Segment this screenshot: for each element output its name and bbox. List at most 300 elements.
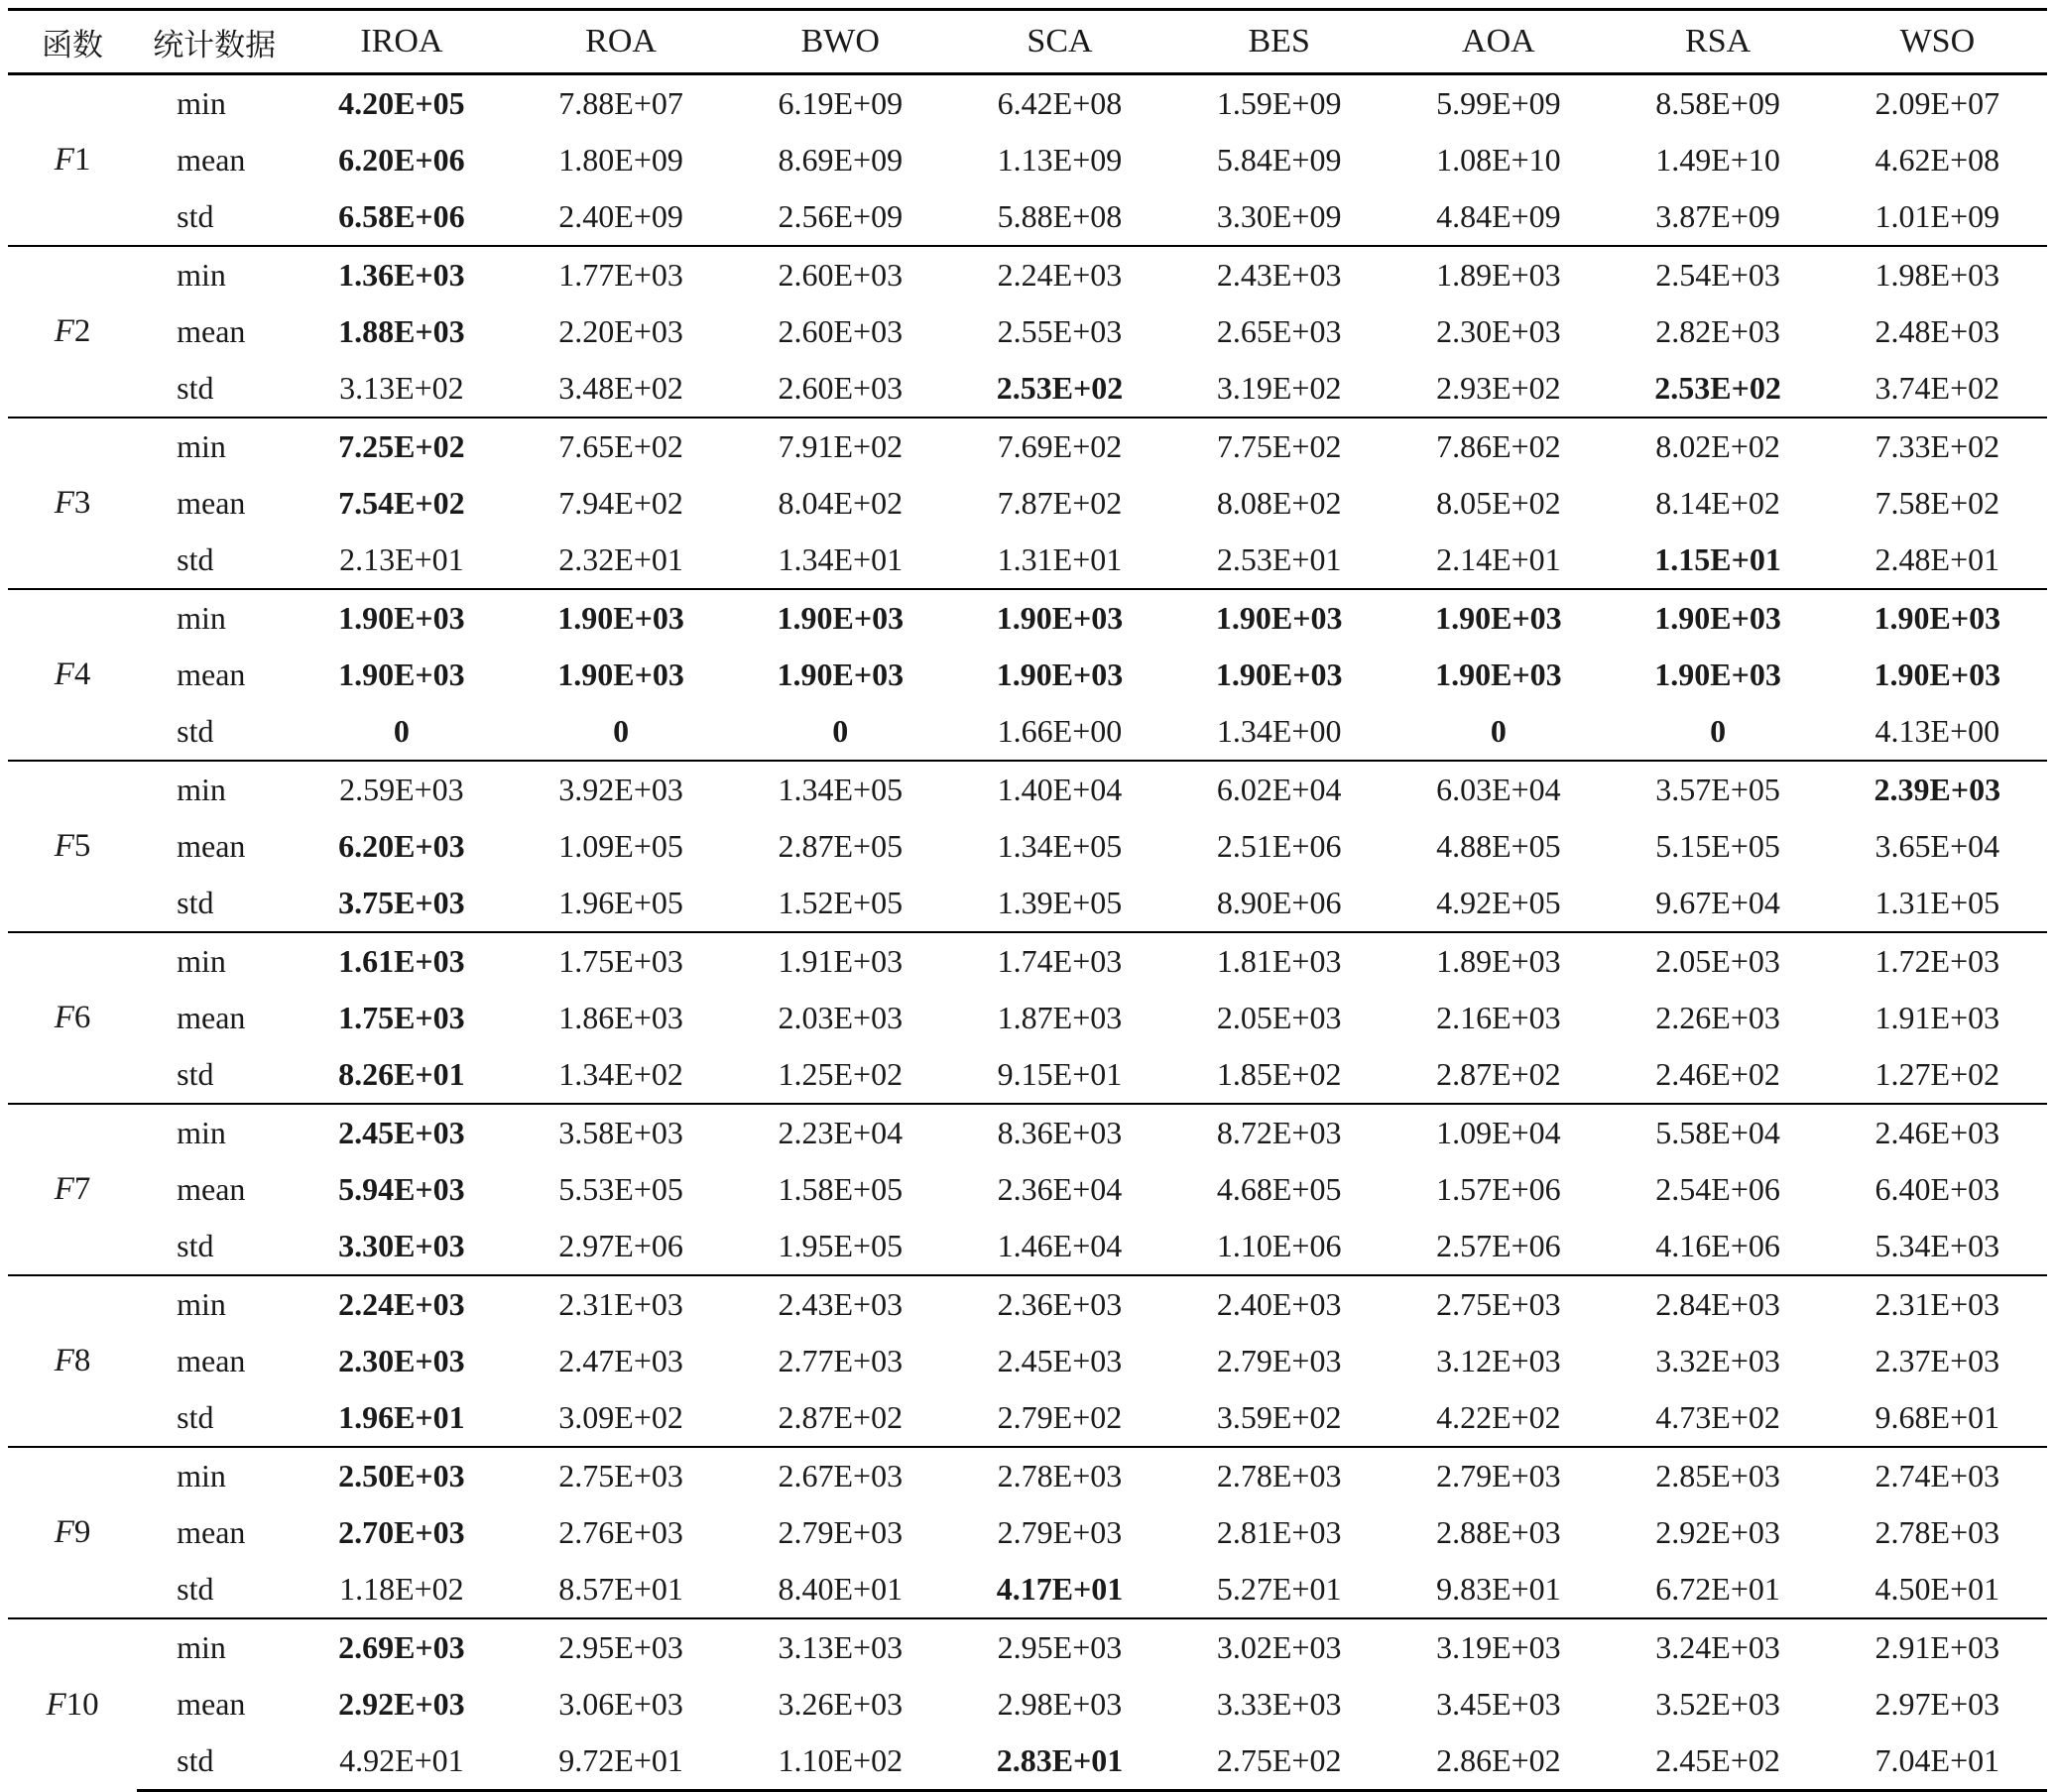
- value-cell-iroa: 2.50E+03: [292, 1447, 511, 1504]
- value-cell-aoa: 4.88E+05: [1436, 828, 1561, 864]
- value-cell-wso: 2.97E+03: [1874, 1686, 2000, 1722]
- value-cell-bwo: 0: [832, 713, 849, 749]
- function-label: [8, 1104, 137, 1275]
- value-cell-bes: 1.85E+02: [1216, 1056, 1342, 1092]
- value-cell-roa: 7.65E+02: [511, 418, 730, 475]
- value-cell-iroa: 6.20E+03: [338, 828, 465, 864]
- statistic-label: min: [177, 85, 226, 121]
- value-cell-sca: 2.45E+03: [997, 1343, 1123, 1378]
- value-cell-iroa: 2.69E+03: [292, 1618, 511, 1676]
- value-cell-iroa: 6.20E+06: [338, 142, 465, 178]
- statistic-label: std: [177, 198, 214, 234]
- statistic-label: mean: [177, 1171, 246, 1207]
- value-cell-bwo: 1.34E+01: [778, 541, 904, 577]
- header-wso: WSO: [1828, 10, 2047, 74]
- value-cell-bes: 2.43E+03: [1169, 246, 1389, 303]
- value-cell-iroa: 2.13E+01: [339, 541, 464, 577]
- value-cell-rsa: 8.14E+02: [1655, 485, 1780, 521]
- value-cell-roa: 3.06E+03: [558, 1686, 683, 1722]
- value-cell-wso: 7.58E+02: [1874, 485, 2000, 521]
- value-cell-bes: 1.90E+03: [1169, 589, 1389, 647]
- value-cell-sca: 1.31E+01: [997, 541, 1123, 577]
- function-number: 10: [65, 1686, 99, 1723]
- value-cell-rsa: 1.90E+03: [1654, 657, 1781, 692]
- value-cell-rsa: 0: [1710, 713, 1727, 749]
- value-cell-sca: 8.36E+03: [950, 1104, 1169, 1161]
- value-cell-sca: 1.90E+03: [950, 589, 1169, 647]
- value-cell-sca: 1.74E+03: [950, 932, 1169, 990]
- table-header: [8, 10, 2047, 74]
- value-cell-sca: 2.55E+03: [997, 313, 1123, 349]
- value-cell-wso: 7.33E+02: [1828, 418, 2047, 475]
- value-cell-aoa: 2.87E+02: [1436, 1056, 1561, 1092]
- value-cell-aoa: 1.08E+10: [1436, 142, 1561, 178]
- function-prefix: F: [54, 657, 74, 692]
- function-label: [8, 1618, 137, 1791]
- value-cell-iroa: 2.59E+03: [292, 761, 511, 818]
- value-cell-bes: 1.59E+09: [1216, 85, 1342, 121]
- value-cell-bwo: 2.56E+09: [778, 198, 904, 234]
- value-cell-iroa: 3.13E+02: [339, 370, 464, 406]
- value-cell-roa: 1.80E+09: [558, 142, 683, 178]
- statistic-label: std: [177, 1571, 214, 1607]
- function-prefix: F: [54, 1343, 74, 1378]
- value-cell-iroa: 2.24E+03: [292, 1275, 511, 1333]
- value-cell-bwo: 8.69E+09: [778, 142, 904, 178]
- value-cell-aoa: 1.09E+04: [1389, 1104, 1608, 1161]
- function-label: [8, 932, 137, 1104]
- value-cell-rsa: 4.73E+02: [1655, 1399, 1780, 1435]
- value-cell-wso: 1.90E+03: [1874, 657, 2001, 692]
- value-cell-roa: 2.97E+06: [558, 1228, 683, 1263]
- value-cell-wso: 2.46E+03: [1828, 1104, 2047, 1161]
- value-cell-sca: 1.87E+03: [997, 1000, 1123, 1035]
- table-body: [8, 74, 2047, 1791]
- value-cell-bwo: 7.91E+02: [731, 418, 950, 475]
- table-row: [8, 1676, 2047, 1732]
- value-cell-roa: 2.75E+03: [511, 1447, 730, 1504]
- value-cell-bwo: 2.23E+04: [731, 1104, 950, 1161]
- value-cell-roa: 2.40E+09: [558, 198, 683, 234]
- header-sca: SCA: [950, 10, 1169, 74]
- table-row: [8, 1046, 2047, 1104]
- function-number: 4: [73, 657, 91, 692]
- table-row: [8, 761, 2047, 818]
- value-cell-iroa: 2.45E+03: [292, 1104, 511, 1161]
- value-cell-aoa: 2.93E+02: [1436, 370, 1561, 406]
- value-cell-aoa: 8.05E+02: [1436, 485, 1561, 521]
- statistic-label: std: [177, 1056, 214, 1092]
- value-cell-rsa: 2.84E+03: [1608, 1275, 1827, 1333]
- value-cell-wso: 3.65E+04: [1874, 828, 2000, 864]
- value-cell-bwo: 2.60E+03: [778, 313, 904, 349]
- table-row: [8, 132, 2047, 188]
- value-cell-iroa: 4.20E+05: [338, 85, 465, 121]
- value-cell-bes: 3.59E+02: [1216, 1399, 1342, 1435]
- function-number: 2: [73, 313, 91, 349]
- value-cell-wso: 6.40E+03: [1874, 1171, 2000, 1207]
- value-cell-bes: 2.65E+03: [1216, 313, 1342, 349]
- value-cell-bwo: 1.10E+02: [731, 1732, 950, 1791]
- value-cell-bwo: 1.91E+03: [731, 932, 950, 990]
- value-cell-aoa: 2.57E+06: [1436, 1228, 1561, 1263]
- value-cell-bwo: 8.40E+01: [778, 1571, 904, 1607]
- value-cell-rsa: 2.54E+03: [1608, 246, 1827, 303]
- value-cell-bes: 1.90E+03: [1215, 657, 1343, 692]
- value-cell-bes: 4.68E+05: [1216, 1171, 1342, 1207]
- statistic-label: min: [137, 932, 292, 990]
- value-cell-sca: 2.53E+02: [996, 370, 1124, 406]
- value-cell-roa: 3.48E+02: [558, 370, 683, 406]
- value-cell-iroa: 5.94E+03: [338, 1171, 465, 1207]
- value-cell-rsa: 2.26E+03: [1655, 1000, 1780, 1035]
- value-cell-roa: 1.09E+05: [558, 828, 683, 864]
- value-cell-roa: 2.76E+03: [558, 1514, 683, 1550]
- value-cell-rsa: 4.16E+06: [1655, 1228, 1780, 1263]
- value-cell-aoa: 1.89E+03: [1389, 246, 1608, 303]
- value-cell-bwo: 1.58E+05: [778, 1171, 904, 1207]
- table-row: [8, 1389, 2047, 1447]
- value-cell-bes: 1.10E+06: [1216, 1228, 1342, 1263]
- value-cell-wso: 2.09E+07: [1874, 85, 2000, 121]
- value-cell-bwo: 2.77E+03: [778, 1343, 904, 1378]
- value-cell-bes: 7.75E+02: [1169, 418, 1389, 475]
- value-cell-sca: 1.46E+04: [997, 1228, 1123, 1263]
- table-row: [8, 1447, 2047, 1504]
- value-cell-roa: 1.34E+02: [558, 1056, 683, 1092]
- value-cell-wso: 1.98E+03: [1828, 246, 2047, 303]
- value-cell-iroa: 6.58E+06: [338, 198, 465, 234]
- value-cell-aoa: 9.83E+01: [1436, 1571, 1561, 1607]
- value-cell-rsa: 9.67E+04: [1655, 885, 1780, 920]
- statistic-label: std: [177, 1399, 214, 1435]
- function-label: [8, 1275, 137, 1447]
- table-row: [8, 990, 2047, 1046]
- value-cell-wso: 2.31E+03: [1828, 1275, 2047, 1333]
- value-cell-bes: 3.02E+03: [1169, 1618, 1389, 1676]
- function-number: 3: [73, 485, 91, 521]
- value-cell-aoa: 2.86E+02: [1389, 1732, 1608, 1791]
- value-cell-wso: 1.31E+05: [1874, 885, 2000, 920]
- value-cell-sca: 2.79E+03: [997, 1514, 1123, 1550]
- statistic-label: mean: [177, 1514, 246, 1550]
- value-cell-bwo: 2.87E+05: [778, 828, 904, 864]
- value-cell-bes: 2.78E+03: [1169, 1447, 1389, 1504]
- function-number: 5: [73, 828, 91, 864]
- value-cell-roa: 2.95E+03: [511, 1618, 730, 1676]
- value-cell-sca: 7.87E+02: [997, 485, 1123, 521]
- function-number: 7: [73, 1171, 91, 1207]
- function-prefix: F: [46, 1686, 66, 1723]
- value-cell-wso: 2.37E+03: [1874, 1343, 2000, 1378]
- statistic-label: mean: [177, 1686, 246, 1722]
- value-cell-bwo: 1.90E+03: [731, 589, 950, 647]
- function-label: [8, 589, 137, 761]
- value-cell-bes: 6.02E+04: [1169, 761, 1389, 818]
- value-cell-roa: 2.47E+03: [558, 1343, 683, 1378]
- value-cell-iroa: 1.18E+02: [339, 1571, 464, 1607]
- table-row: [8, 246, 2047, 303]
- table-row: [8, 1618, 2047, 1676]
- value-cell-sca: 7.69E+02: [950, 418, 1169, 475]
- value-cell-rsa: 2.05E+03: [1608, 932, 1827, 990]
- value-cell-roa: 2.32E+01: [558, 541, 683, 577]
- value-cell-rsa: 8.58E+09: [1655, 85, 1780, 121]
- value-cell-roa: 1.90E+03: [557, 657, 684, 692]
- function-label: [8, 246, 137, 418]
- table-row: [8, 303, 2047, 360]
- value-cell-rsa: 2.46E+02: [1655, 1056, 1780, 1092]
- header-row: [8, 10, 2047, 74]
- value-cell-wso: 1.01E+09: [1874, 198, 2000, 234]
- value-cell-aoa: 1.90E+03: [1389, 589, 1608, 647]
- value-cell-sca: 2.83E+01: [950, 1732, 1169, 1791]
- value-cell-aoa: 0: [1490, 713, 1507, 749]
- value-cell-aoa: 2.14E+01: [1436, 541, 1561, 577]
- value-cell-rsa: 2.85E+03: [1608, 1447, 1827, 1504]
- value-cell-aoa: 4.84E+09: [1436, 198, 1561, 234]
- function-prefix: F: [54, 313, 74, 349]
- value-cell-bes: 8.08E+02: [1216, 485, 1342, 521]
- value-cell-roa: 1.77E+03: [511, 246, 730, 303]
- value-cell-bes: 2.05E+03: [1216, 1000, 1342, 1035]
- value-cell-bwo: 2.43E+03: [731, 1275, 950, 1333]
- value-cell-sca: 1.90E+03: [996, 657, 1124, 692]
- value-cell-bes: 2.79E+03: [1216, 1343, 1342, 1378]
- table-row: [8, 360, 2047, 418]
- value-cell-roa: 7.88E+07: [558, 85, 683, 121]
- statistic-label: std: [177, 541, 214, 577]
- value-cell-rsa: 1.49E+10: [1655, 142, 1780, 178]
- value-cell-sca: 4.17E+01: [996, 1571, 1124, 1607]
- value-cell-aoa: 1.89E+03: [1389, 932, 1608, 990]
- value-cell-iroa: 7.54E+02: [338, 485, 465, 521]
- statistic-label: mean: [177, 1000, 246, 1035]
- value-cell-bes: 2.51E+06: [1216, 828, 1342, 864]
- value-cell-sca: 1.34E+05: [997, 828, 1123, 864]
- statistic-label: std: [177, 713, 214, 749]
- value-cell-wso: 3.74E+02: [1874, 370, 2000, 406]
- value-cell-bwo: 2.79E+03: [778, 1514, 904, 1550]
- value-cell-roa: 3.92E+03: [511, 761, 730, 818]
- function-number: 6: [73, 1000, 91, 1035]
- table-row: [8, 818, 2047, 875]
- value-cell-roa: 5.53E+05: [558, 1171, 683, 1207]
- value-cell-bes: 3.19E+02: [1216, 370, 1342, 406]
- value-cell-rsa: 2.54E+06: [1655, 1171, 1780, 1207]
- value-cell-roa: 3.58E+03: [511, 1104, 730, 1161]
- table-row: [8, 1504, 2047, 1561]
- function-label: [8, 1447, 137, 1618]
- value-cell-rsa: 2.92E+03: [1655, 1514, 1780, 1550]
- value-cell-rsa: 6.72E+01: [1655, 1571, 1780, 1607]
- header-aoa: AOA: [1389, 10, 1608, 74]
- value-cell-wso: 7.04E+01: [1828, 1732, 2047, 1791]
- value-cell-rsa: 2.53E+02: [1654, 370, 1781, 406]
- value-cell-sca: 2.36E+03: [950, 1275, 1169, 1333]
- table-row: [8, 1161, 2047, 1218]
- statistic-label: min: [137, 589, 292, 647]
- value-cell-roa: 1.90E+03: [511, 589, 730, 647]
- table-row: [8, 74, 2047, 133]
- value-cell-rsa: 2.45E+02: [1608, 1732, 1827, 1791]
- function-prefix: F: [54, 1000, 74, 1035]
- value-cell-roa: 2.31E+03: [511, 1275, 730, 1333]
- value-cell-sca: 9.15E+01: [997, 1056, 1123, 1092]
- value-cell-roa: 1.75E+03: [511, 932, 730, 990]
- value-cell-rsa: 1.15E+01: [1654, 541, 1781, 577]
- value-cell-iroa: 4.92E+01: [292, 1732, 511, 1791]
- value-cell-bwo: 3.13E+03: [731, 1618, 950, 1676]
- header-statistic: 统计数据: [137, 10, 292, 74]
- value-cell-wso: 2.91E+03: [1828, 1618, 2047, 1676]
- value-cell-rsa: 2.82E+03: [1655, 313, 1780, 349]
- value-cell-aoa: 3.19E+03: [1389, 1618, 1608, 1676]
- value-cell-bwo: 1.95E+05: [778, 1228, 904, 1263]
- statistic-label: min: [137, 1618, 292, 1676]
- value-cell-roa: 8.57E+01: [558, 1571, 683, 1607]
- value-cell-iroa: 0: [393, 713, 410, 749]
- value-cell-sca: 6.42E+08: [997, 85, 1123, 121]
- value-cell-iroa: 1.75E+03: [338, 1000, 465, 1035]
- value-cell-sca: 5.88E+08: [997, 198, 1123, 234]
- value-cell-bwo: 1.34E+05: [731, 761, 950, 818]
- value-cell-wso: 1.91E+03: [1874, 1000, 2000, 1035]
- value-cell-aoa: 3.45E+03: [1436, 1686, 1561, 1722]
- value-cell-sca: 1.39E+05: [997, 885, 1123, 920]
- value-cell-iroa: 7.25E+02: [292, 418, 511, 475]
- value-cell-iroa: 2.30E+03: [338, 1343, 465, 1378]
- statistic-label: mean: [177, 313, 246, 349]
- function-number: 8: [73, 1343, 91, 1378]
- statistic-label: mean: [177, 828, 246, 864]
- value-cell-iroa: 2.70E+03: [338, 1514, 465, 1550]
- header-bes: BES: [1169, 10, 1389, 74]
- value-cell-aoa: 2.75E+03: [1389, 1275, 1608, 1333]
- value-cell-bwo: 8.04E+02: [778, 485, 904, 521]
- statistic-label: mean: [177, 1343, 246, 1378]
- value-cell-roa: 7.94E+02: [558, 485, 683, 521]
- value-cell-bwo: 1.90E+03: [777, 657, 905, 692]
- value-cell-iroa: 1.96E+01: [338, 1399, 465, 1435]
- value-cell-wso: 2.78E+03: [1874, 1514, 2000, 1550]
- table-row: [8, 475, 2047, 532]
- statistic-label: std: [177, 885, 214, 920]
- header-iroa: IROA: [292, 10, 511, 74]
- statistic-label: std: [177, 370, 214, 406]
- value-cell-iroa: 1.88E+03: [338, 313, 465, 349]
- value-cell-sca: 2.24E+03: [950, 246, 1169, 303]
- function-number: 1: [73, 142, 91, 178]
- value-cell-aoa: 4.22E+02: [1436, 1399, 1561, 1435]
- value-cell-iroa: 3.30E+03: [338, 1228, 465, 1263]
- value-cell-rsa: 8.02E+02: [1608, 418, 1827, 475]
- table-row: [8, 532, 2047, 589]
- value-cell-bes: 8.72E+03: [1169, 1104, 1389, 1161]
- value-cell-wso: 1.27E+02: [1874, 1056, 2000, 1092]
- value-cell-wso: 1.90E+03: [1828, 589, 2047, 647]
- function-prefix: F: [54, 142, 74, 178]
- value-cell-roa: 1.96E+05: [558, 885, 683, 920]
- value-cell-wso: 2.39E+03: [1828, 761, 2047, 818]
- function-prefix: F: [54, 1514, 74, 1550]
- value-cell-wso: 4.13E+00: [1874, 713, 2000, 749]
- value-cell-bes: 2.75E+02: [1169, 1732, 1389, 1791]
- value-cell-bes: 5.84E+09: [1216, 142, 1342, 178]
- value-cell-iroa: 8.26E+01: [338, 1056, 465, 1092]
- value-cell-iroa: 3.75E+03: [338, 885, 465, 920]
- value-cell-bes: 2.81E+03: [1216, 1514, 1342, 1550]
- value-cell-wso: 9.68E+01: [1874, 1399, 2000, 1435]
- value-cell-rsa: 1.90E+03: [1608, 589, 1827, 647]
- value-cell-aoa: 4.92E+05: [1436, 885, 1561, 920]
- value-cell-bwo: 3.26E+03: [778, 1686, 904, 1722]
- value-cell-bes: 3.33E+03: [1216, 1686, 1342, 1722]
- value-cell-wso: 5.34E+03: [1874, 1228, 2000, 1263]
- value-cell-aoa: 2.30E+03: [1436, 313, 1561, 349]
- value-cell-iroa: 2.92E+03: [338, 1686, 465, 1722]
- value-cell-rsa: 3.32E+03: [1655, 1343, 1780, 1378]
- header-bwo: BWO: [731, 10, 950, 74]
- value-cell-sca: 2.79E+02: [997, 1399, 1123, 1435]
- value-cell-roa: 2.20E+03: [558, 313, 683, 349]
- value-cell-bwo: 2.87E+02: [778, 1399, 904, 1435]
- value-cell-bwo: 1.52E+05: [778, 885, 904, 920]
- value-cell-wso: 1.72E+03: [1828, 932, 2047, 990]
- table-row: [8, 589, 2047, 647]
- value-cell-iroa: 1.90E+03: [338, 657, 465, 692]
- header-roa: ROA: [511, 10, 730, 74]
- value-cell-roa: 0: [613, 713, 630, 749]
- statistic-label: mean: [177, 657, 246, 692]
- value-cell-roa: 1.86E+03: [558, 1000, 683, 1035]
- value-cell-bes: 3.30E+09: [1216, 198, 1342, 234]
- value-cell-wso: 2.48E+03: [1874, 313, 2000, 349]
- function-prefix: F: [54, 1171, 74, 1207]
- value-cell-bwo: 2.03E+03: [778, 1000, 904, 1035]
- table-row: [8, 1561, 2047, 1618]
- statistic-label: min: [137, 418, 292, 475]
- value-cell-rsa: 5.15E+05: [1655, 828, 1780, 864]
- value-cell-bes: 1.81E+03: [1169, 932, 1389, 990]
- function-label: [8, 418, 137, 589]
- table-row: [8, 932, 2047, 990]
- value-cell-aoa: 2.88E+03: [1436, 1514, 1561, 1550]
- value-cell-aoa: 1.57E+06: [1436, 1171, 1561, 1207]
- table-row: [8, 188, 2047, 246]
- function-prefix: F: [54, 828, 74, 864]
- value-cell-aoa: 3.12E+03: [1436, 1343, 1561, 1378]
- value-cell-bwo: 2.60E+03: [731, 246, 950, 303]
- table-row: [8, 1104, 2047, 1161]
- value-cell-rsa: 3.87E+09: [1655, 198, 1780, 234]
- value-cell-aoa: 2.79E+03: [1389, 1447, 1608, 1504]
- statistic-label: min: [137, 1275, 292, 1333]
- value-cell-bwo: 1.25E+02: [778, 1056, 904, 1092]
- table-row: [8, 418, 2047, 475]
- value-cell-aoa: 7.86E+02: [1389, 418, 1608, 475]
- function-prefix: F: [54, 485, 74, 521]
- statistic-label: mean: [177, 485, 246, 521]
- value-cell-aoa: 2.16E+03: [1436, 1000, 1561, 1035]
- value-cell-roa: 9.72E+01: [511, 1732, 730, 1791]
- statistic-label: min: [137, 1104, 292, 1161]
- value-cell-wso: 2.48E+01: [1874, 541, 2000, 577]
- statistic-label: min: [137, 246, 292, 303]
- value-cell-wso: 4.62E+08: [1874, 142, 2000, 178]
- function-label: [8, 761, 137, 932]
- value-cell-sca: 1.13E+09: [997, 142, 1123, 178]
